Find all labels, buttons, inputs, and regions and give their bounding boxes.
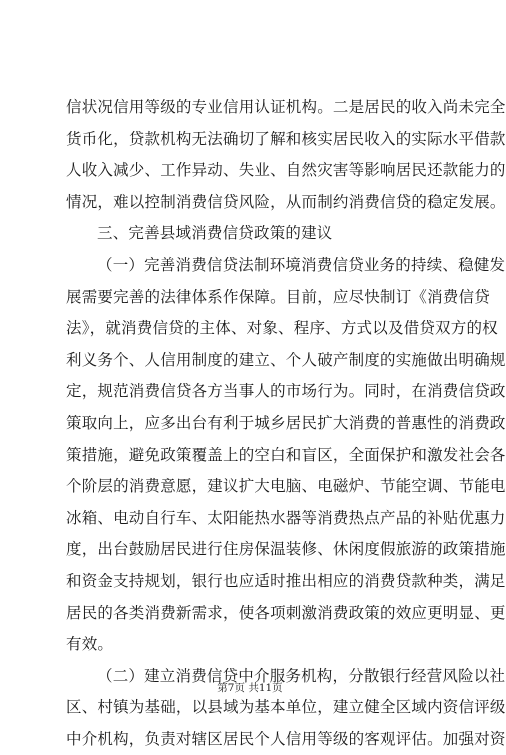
- body-line: （二）建立消费信贷中介服务机构，分散银行经营风险以社: [97, 666, 506, 685]
- body-line: （一）完善消费信贷法制环境消费信贷业务的持续、稳健发: [97, 255, 506, 274]
- body-line: 个阶层的消费意愿，建议扩大电脑、电磁炉、节能空调、节能电: [66, 477, 506, 496]
- body-line: 定，规范消费信贷各方当事人的市场行为。同时，在消费信贷政: [66, 382, 506, 401]
- body-line: 利义务个、人信用制度的建立、个人破产制度的实施做出明确规: [66, 350, 506, 369]
- body-line: 策取向上，应多出台有利于城乡居民扩大消费的普惠性的消费政: [66, 413, 506, 432]
- body-line: 区、村镇为基础，以县域为基本单位，建立健全区域内资信评级: [66, 698, 506, 717]
- body-line: 中介机构，负责对辖区居民个人信用等级的客观评估。加强对资: [66, 729, 506, 748]
- body-line: 信状况信用等级的专业信用认证机构。二是居民的收入尚未完全: [66, 98, 506, 116]
- section-heading: 三、完善县域消费信贷政策的建议: [97, 224, 333, 243]
- body-line: 货币化，贷款机构无法确切了解和核实居民收入的实际水平借款: [66, 129, 506, 148]
- document-body: [66, 92, 506, 755]
- body-line: 情况，难以控制消费信贷风险，从而制约消费信贷的稳定发展。: [66, 192, 506, 211]
- body-line: 冰箱、电动自行车、太阳能热水器等消费热点产品的补贴优惠力: [66, 508, 506, 527]
- body-line: 法》，就消费信贷的主体、对象、程序、方式以及借贷双方的权: [66, 319, 498, 338]
- body-line: 有效。: [66, 635, 114, 654]
- body-line: 和资金支持规划，银行也应适时推出相应的消费贷款种类，满足: [66, 571, 506, 590]
- body-line: 策措施，避免政策覆盖上的空白和盲区，全面保护和激发社会各: [66, 445, 506, 464]
- body-line: 度，出台鼓励居民进行住房保温装修、休闲度假旅游的政策措施: [66, 540, 506, 559]
- body-line: 人收入减少、工作异动、失业、自然灾害等影响居民还款能力的: [66, 161, 506, 180]
- page-number: 第7页 共11页: [217, 682, 283, 694]
- body-line: 居民的各类消费新需求，使各项刺激消费政策的效应更明显、更: [66, 603, 506, 622]
- body-line: 展需要完善的法律体系作保障。目前，应尽快制订《消费信贷: [66, 287, 490, 306]
